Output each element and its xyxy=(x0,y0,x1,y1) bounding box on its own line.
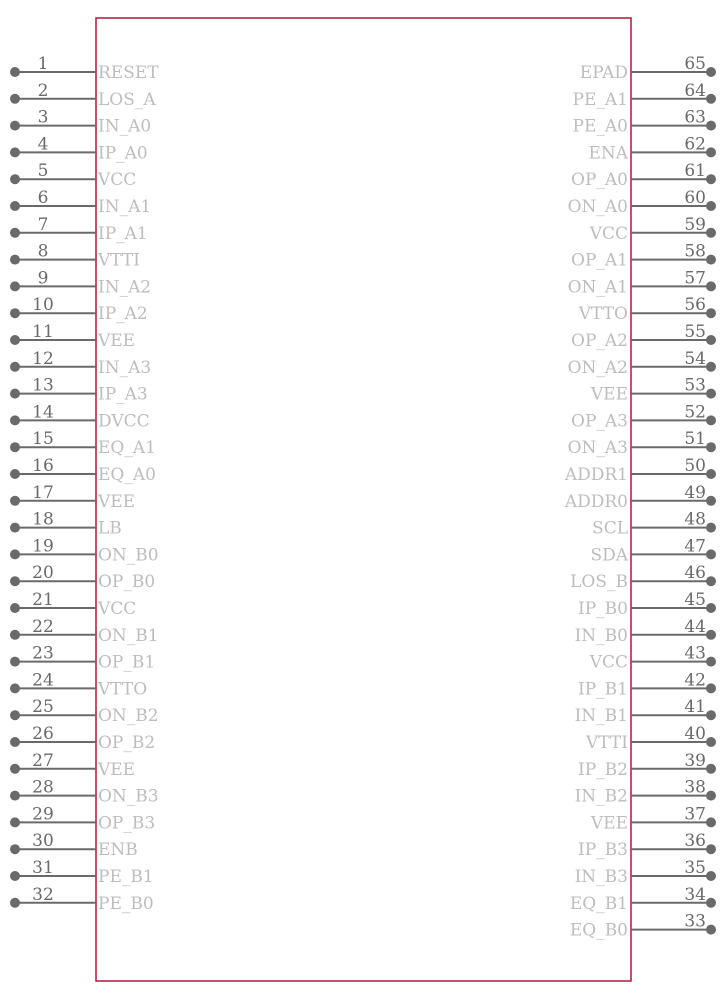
pin-terminal-dot xyxy=(10,791,20,801)
pin-terminal-dot xyxy=(706,710,716,720)
pin-terminal-dot xyxy=(10,469,20,479)
pin-terminal-dot xyxy=(706,442,716,452)
pin-name: OP_B2 xyxy=(98,733,156,753)
pin-36 xyxy=(578,831,716,860)
pin-3 xyxy=(10,108,151,137)
pin-16 xyxy=(10,456,156,485)
pin-terminal-dot xyxy=(706,576,716,586)
pin-name: EQ_A0 xyxy=(98,465,156,485)
pin-terminal-dot xyxy=(10,362,20,372)
pin-name: ADDR0 xyxy=(564,491,628,512)
pin-number: 34 xyxy=(684,884,706,905)
pin-23 xyxy=(10,644,155,673)
pin-number: 5 xyxy=(37,161,49,182)
pin-name: VTTI xyxy=(586,733,628,753)
pin-number: 51 xyxy=(684,429,706,450)
pin-18 xyxy=(10,510,122,539)
pin-number: 54 xyxy=(684,348,706,369)
pin-terminal-dot xyxy=(706,389,716,399)
pin-name: LOS_A xyxy=(98,89,156,110)
pin-terminal-dot xyxy=(10,415,20,425)
pin-terminal-dot xyxy=(706,147,716,157)
pin-number: 35 xyxy=(684,858,706,878)
pin-number: 27 xyxy=(32,750,54,771)
pin-37 xyxy=(590,804,716,833)
pin-terminal-dot xyxy=(706,764,716,774)
pin-terminal-dot xyxy=(706,281,716,291)
pin-number: 22 xyxy=(32,616,54,637)
pin-6 xyxy=(10,188,151,217)
pin-number: 21 xyxy=(32,590,54,610)
pin-number: 32 xyxy=(32,884,54,905)
pin-name: LB xyxy=(98,518,122,539)
pin-65 xyxy=(580,54,716,83)
pin-name: IP_A3 xyxy=(98,384,148,405)
pin-number: 53 xyxy=(684,375,706,396)
pin-name: IP_B0 xyxy=(578,599,628,619)
pin-name: IP_A1 xyxy=(98,223,148,244)
pin-number: 20 xyxy=(32,563,54,584)
pin-number: 58 xyxy=(684,241,706,262)
pin-54 xyxy=(568,349,716,378)
pin-7 xyxy=(10,215,148,244)
pin-name: VCC xyxy=(98,599,137,619)
pin-terminal-dot xyxy=(706,228,716,238)
pin-name: ON_B2 xyxy=(98,706,159,727)
pin-34 xyxy=(570,885,716,914)
pin-name: OP_A0 xyxy=(571,170,628,191)
pin-name: IN_A0 xyxy=(98,116,152,137)
pin-terminal-dot xyxy=(706,67,716,77)
pin-terminal-dot xyxy=(706,925,716,935)
pin-name: IN_B2 xyxy=(574,786,628,807)
pin-terminal-dot xyxy=(10,576,20,586)
pin-terminal-dot xyxy=(706,523,716,533)
pin-number: 65 xyxy=(684,54,706,74)
left-pin-group xyxy=(10,54,159,914)
pin-number: 33 xyxy=(684,911,706,932)
pin-58 xyxy=(571,242,716,271)
pin-terminal-dot xyxy=(706,603,716,613)
pin-terminal-dot xyxy=(10,630,20,640)
pin-name: IN_B3 xyxy=(574,867,628,887)
pin-15 xyxy=(10,429,156,458)
pin-terminal-dot xyxy=(10,898,20,908)
pin-terminal-dot xyxy=(10,201,20,211)
pin-name: OP_A2 xyxy=(571,331,628,351)
pin-19 xyxy=(10,536,159,565)
pin-terminal-dot xyxy=(706,255,716,265)
pin-number: 52 xyxy=(684,402,706,423)
pin-60 xyxy=(568,188,716,217)
pin-41 xyxy=(575,697,716,726)
pin-number: 31 xyxy=(32,858,54,878)
pin-56 xyxy=(578,295,716,324)
pin-name: OP_A1 xyxy=(571,250,628,271)
pin-name: IN_B0 xyxy=(574,625,628,646)
pin-50 xyxy=(564,456,716,485)
pin-number: 63 xyxy=(684,107,706,128)
pin-number: 29 xyxy=(32,804,54,825)
pin-name: OP_B0 xyxy=(98,572,156,593)
pin-4 xyxy=(10,134,148,163)
pin-64 xyxy=(573,81,716,110)
pin-terminal-dot xyxy=(706,871,716,881)
pin-number: 55 xyxy=(684,322,706,342)
pin-name: VEE xyxy=(590,384,628,405)
pin-terminal-dot xyxy=(10,683,20,693)
pin-name: ON_A1 xyxy=(567,277,628,298)
pin-terminal-dot xyxy=(706,174,716,184)
pin-terminal-dot xyxy=(706,121,716,131)
pin-terminal-dot xyxy=(10,737,20,747)
pin-number: 36 xyxy=(684,831,706,852)
pin-number: 42 xyxy=(684,670,706,691)
pin-number: 45 xyxy=(684,590,706,610)
pin-number: 1 xyxy=(37,54,49,74)
pin-number: 2 xyxy=(37,80,49,101)
pin-39 xyxy=(578,751,716,780)
pin-terminal-dot xyxy=(706,898,716,908)
pin-terminal-dot xyxy=(706,791,716,801)
pin-name: RESET xyxy=(98,63,159,83)
pin-35 xyxy=(575,858,716,887)
pin-number: 59 xyxy=(684,214,706,235)
pin-number: 46 xyxy=(684,563,706,584)
pin-number: 13 xyxy=(32,375,54,396)
pin-62 xyxy=(588,134,716,163)
pin-49 xyxy=(564,483,716,512)
pin-name: IN_A2 xyxy=(98,277,152,298)
pin-46 xyxy=(570,563,716,592)
pin-terminal-dot xyxy=(10,389,20,399)
pin-22 xyxy=(10,617,159,646)
pin-26 xyxy=(10,724,155,753)
pin-11 xyxy=(10,322,135,351)
pin-number: 26 xyxy=(32,724,54,744)
pin-number: 48 xyxy=(684,509,706,530)
pin-40 xyxy=(585,724,716,753)
pin-terminal-dot xyxy=(10,871,20,881)
pin-13 xyxy=(10,376,148,405)
pin-name: ON_B3 xyxy=(98,786,159,807)
pin-terminal-dot xyxy=(706,94,716,104)
pin-61 xyxy=(571,161,716,190)
pin-number: 62 xyxy=(684,134,706,155)
pin-8 xyxy=(10,242,140,271)
pin-terminal-dot xyxy=(10,549,20,559)
pin-number: 37 xyxy=(684,804,706,825)
pin-name: OP_B1 xyxy=(98,652,156,673)
pin-name: ON_A3 xyxy=(567,438,628,459)
pin-number: 61 xyxy=(684,161,706,182)
pin-number: 7 xyxy=(37,214,49,235)
pin-name: EQ_B1 xyxy=(569,893,628,914)
pin-terminal-dot xyxy=(10,228,20,238)
pin-number: 9 xyxy=(37,268,49,289)
pin-terminal-dot xyxy=(10,603,20,613)
pin-terminal-dot xyxy=(706,201,716,211)
pin-2 xyxy=(10,81,156,110)
pin-terminal-dot xyxy=(10,94,20,104)
pin-51 xyxy=(568,429,716,458)
pin-38 xyxy=(575,778,716,807)
pin-number: 39 xyxy=(684,750,706,771)
pin-name: ON_B0 xyxy=(98,545,159,566)
pin-44 xyxy=(575,617,716,646)
pin-terminal-dot xyxy=(706,415,716,425)
pin-9 xyxy=(10,268,151,297)
pin-name: PE_A1 xyxy=(572,89,628,110)
pin-1 xyxy=(10,54,159,83)
pin-number: 40 xyxy=(684,724,706,744)
pin-name: ADDR1 xyxy=(564,465,628,485)
pin-number: 6 xyxy=(37,188,49,208)
pin-name: VTTO xyxy=(98,679,148,700)
pin-terminal-dot xyxy=(10,817,20,827)
pin-number: 50 xyxy=(684,456,706,476)
pin-5 xyxy=(10,161,136,190)
pin-terminal-dot xyxy=(706,683,716,693)
pin-number: 8 xyxy=(37,241,49,262)
pin-number: 57 xyxy=(684,268,706,289)
pin-number: 16 xyxy=(32,456,54,476)
pin-number: 23 xyxy=(32,643,54,664)
pin-name: VCC xyxy=(589,223,628,244)
pin-name: VTTO xyxy=(578,304,628,325)
pin-number: 19 xyxy=(32,536,54,557)
pin-number: 24 xyxy=(32,670,54,691)
pin-name: PE_B0 xyxy=(98,893,154,914)
pin-number: 14 xyxy=(32,402,54,423)
pin-59 xyxy=(589,215,716,244)
pin-name: VEE xyxy=(98,331,136,351)
pin-name: ON_B1 xyxy=(98,625,159,646)
pin-number: 38 xyxy=(684,777,706,798)
pin-30 xyxy=(10,831,138,860)
pin-14 xyxy=(10,402,150,431)
pin-number: 18 xyxy=(32,509,54,530)
pin-name: IP_B3 xyxy=(578,840,628,861)
pin-number: 15 xyxy=(32,429,54,450)
pin-terminal-dot xyxy=(10,147,20,157)
pin-terminal-dot xyxy=(706,817,716,827)
pin-terminal-dot xyxy=(10,335,20,345)
pin-number: 30 xyxy=(32,831,54,852)
pin-number: 41 xyxy=(684,697,706,718)
pin-terminal-dot xyxy=(706,844,716,854)
pin-terminal-dot xyxy=(706,630,716,640)
pin-name: EPAD xyxy=(579,63,628,83)
pin-terminal-dot xyxy=(10,67,20,77)
pin-name: VTTI xyxy=(98,250,140,271)
pin-name: DVCC xyxy=(98,411,150,432)
pin-10 xyxy=(10,295,148,324)
pin-terminal-dot xyxy=(10,523,20,533)
pin-name: IN_B1 xyxy=(574,706,628,727)
pin-name: IP_A0 xyxy=(98,143,148,164)
pin-number: 60 xyxy=(684,188,706,208)
pin-52 xyxy=(571,402,716,431)
pin-number: 12 xyxy=(32,348,54,369)
pin-name: VEE xyxy=(98,491,136,512)
pin-55 xyxy=(571,322,716,351)
pin-name: LOS_B xyxy=(570,572,628,593)
pin-number: 10 xyxy=(32,295,54,316)
pin-terminal-dot xyxy=(706,469,716,479)
pin-number: 56 xyxy=(684,295,706,316)
pin-63 xyxy=(573,108,716,137)
pin-27 xyxy=(10,751,135,780)
pin-43 xyxy=(589,644,716,673)
pin-name: PE_B1 xyxy=(98,867,154,887)
pin-terminal-dot xyxy=(706,549,716,559)
pin-number: 44 xyxy=(684,616,706,637)
pin-terminal-dot xyxy=(10,174,20,184)
pin-17 xyxy=(10,483,135,512)
pin-number: 64 xyxy=(684,80,706,101)
pin-name: OP_B3 xyxy=(98,813,156,834)
pin-21 xyxy=(10,590,136,619)
pin-terminal-dot xyxy=(10,764,20,774)
pin-name: ON_A2 xyxy=(567,357,628,378)
pin-number: 28 xyxy=(32,777,54,798)
pin-24 xyxy=(10,670,147,699)
pin-number: 17 xyxy=(32,482,54,503)
right-pin-group xyxy=(564,54,716,941)
pin-name: IP_B1 xyxy=(578,679,628,700)
pin-terminal-dot xyxy=(10,255,20,265)
pin-47 xyxy=(590,536,716,565)
pin-20 xyxy=(10,563,155,592)
pin-name: EQ_A1 xyxy=(98,438,156,459)
pin-name: IN_A1 xyxy=(98,197,152,217)
pin-name: ON_A0 xyxy=(567,197,628,217)
pin-terminal-dot xyxy=(10,844,20,854)
pin-number: 4 xyxy=(37,134,49,155)
pin-25 xyxy=(10,697,159,726)
pin-terminal-dot xyxy=(706,496,716,506)
pin-32 xyxy=(10,885,154,914)
pin-name: PE_A0 xyxy=(572,116,628,137)
pin-name: ENB xyxy=(98,840,138,861)
pin-number: 49 xyxy=(684,482,706,503)
pin-42 xyxy=(578,670,716,699)
pin-name: VEE xyxy=(98,759,136,780)
pin-terminal-dot xyxy=(706,335,716,345)
pin-name: IP_A2 xyxy=(98,304,148,325)
pin-28 xyxy=(10,778,159,807)
pin-terminal-dot xyxy=(10,281,20,291)
pin-name: OP_A3 xyxy=(571,411,628,432)
pin-33 xyxy=(570,912,716,941)
pin-terminal-dot xyxy=(706,308,716,318)
pin-number: 11 xyxy=(32,322,54,342)
pin-name: ENA xyxy=(588,143,628,164)
pin-name: EQ_B0 xyxy=(569,920,628,941)
pin-name: SCL xyxy=(592,518,628,539)
pin-terminal-dot xyxy=(10,710,20,720)
pin-name: SDA xyxy=(590,545,628,566)
pin-name: VEE xyxy=(590,813,628,834)
pin-number: 47 xyxy=(684,536,706,557)
pin-terminal-dot xyxy=(10,496,20,506)
pin-name: IP_B2 xyxy=(578,759,628,780)
pin-terminal-dot xyxy=(10,121,20,131)
pin-number: 43 xyxy=(684,643,706,664)
pin-53 xyxy=(590,376,716,405)
pin-number: 3 xyxy=(37,107,49,128)
pin-29 xyxy=(10,804,155,833)
pin-48 xyxy=(592,510,716,539)
pin-terminal-dot xyxy=(706,737,716,747)
pin-number: 25 xyxy=(32,697,54,718)
pin-name: VCC xyxy=(98,170,137,191)
pin-name: VCC xyxy=(589,652,628,673)
component-body xyxy=(96,18,631,981)
pin-terminal-dot xyxy=(10,657,20,667)
pin-terminal-dot xyxy=(10,308,20,318)
pin-terminal-dot xyxy=(706,362,716,372)
pin-terminal-dot xyxy=(10,442,20,452)
pin-45 xyxy=(578,590,716,619)
pin-31 xyxy=(10,858,154,887)
pin-terminal-dot xyxy=(706,657,716,667)
pin-57 xyxy=(568,268,716,297)
pin-name: IN_A3 xyxy=(98,357,152,378)
pin-12 xyxy=(10,349,151,378)
